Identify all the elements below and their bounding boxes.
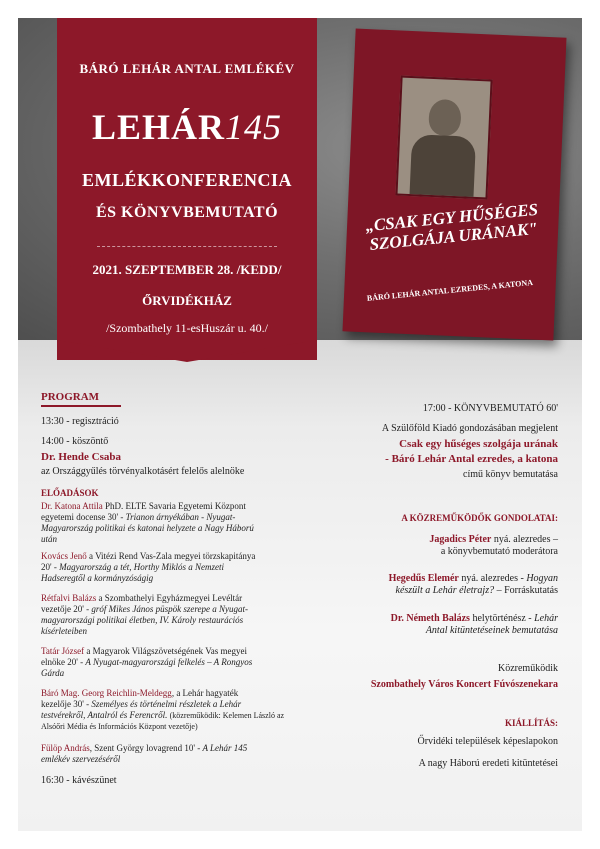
book-subtitle: BÁRÓ LEHÁR ANTAL EZREDES, A KATONA [366, 277, 534, 303]
event-address: /Szombathely 11-esHuszár u. 40./ [106, 321, 268, 335]
coffee-break: 16:30 - kávészünet [41, 775, 117, 786]
book-title-line-1: Csak egy hűséges szolgája urának [399, 438, 558, 450]
contributor-2: Hegedűs Elemér nyá. alezredes - Hogyan készült a Lehár életrajz? – Forráskutatás [388, 573, 558, 596]
event-subtitle-1: EMLÉKKONFERENCIA [81, 170, 293, 190]
lecture-item: Dr. Katona Attila PhD. ELTE Savaria Egyetemi Központ egyetemi docense 30' - Trianon árnyékában - Nyugat- Magyarország politikai és katonai helyzete a Nagy Háború után [41, 501, 254, 544]
book-title: „CSAK EGY HŰSÉGES SZOLGÁJA URÁNAK" [364, 199, 539, 254]
publisher-line: A Szülőföld Kiadó gondozásában megjelent [381, 423, 558, 434]
divider [97, 246, 277, 247]
lecture-item: Tatár József a Magyarok Világszövetségének Vas megyei elnöke 20' - A Nyugat-magyarországi felkelés – A Rongyos Gárda [41, 646, 253, 678]
collaboration-label: Közreműködik [498, 663, 558, 674]
greeter-name: Dr. Hende Csaba [41, 451, 121, 463]
exhibition-heading: KIÁLLÍTÁS: [504, 718, 558, 728]
lectures-heading: ELŐADÁSOK [41, 488, 99, 498]
banner-chevron [57, 340, 317, 364]
lecture-item: Báró Mag. Georg Reichlin-Meldegg, a Lehár hagyaték kezelője 30' - Személyes és történelmi részletek a Lehár testvérekről, Antalról és Ferencről. (közreműködik: Kelemen László az Alsóőri Média és Információs Központ vezetője) [41, 688, 285, 731]
contributors-heading: A KÖZREMŰKÖDŐK GONDOLATAI: [401, 513, 558, 523]
book-title-line-2: - Báró Lehár Antal ezredes, a katona [385, 453, 558, 465]
event-date: 2021. SZEPTEMBER 28. /KEDD/ [92, 262, 282, 277]
portrait-photo [395, 76, 492, 200]
greeter-role: az Országgyűlés törvényalkotásért felelős alelnöke [41, 466, 245, 477]
book-description: című könyv bemutatása [463, 469, 558, 480]
contributor-1: Jagadics Péter nyá. alezredes – a könyvbemutató moderátora [429, 534, 558, 557]
lecture-item: Kovács Jenő a Vitézi Rend Vas-Zala megyei törzskapitánya 20' - Magyarország a tét, Horthy Miklós a Nemzeti Hadseregtől a kormányzóságig [41, 551, 256, 583]
event-venue: ŐRVIDÉKHÁZ [142, 293, 232, 308]
red-banner [57, 18, 317, 360]
event-subtitle-2: ÉS KÖNYVBEMUTATÓ [95, 204, 279, 221]
series-title: BÁRÓ LEHÁR ANTAL EMLÉKÉV [79, 61, 295, 76]
lecture-item: Rétfalvi Balázs a Szombathelyi Egyházmegyei Levéltár vezetője 20' - gróf Mikes János püspök szerepe a Nyugat- magyarországi politikai életben, IV. Károly restaurációs kísérleteiben [41, 593, 248, 636]
registration-time: 13:30 - regisztráció [41, 416, 119, 427]
program-heading: PROGRAM [41, 391, 100, 403]
book-launch-time: 17:00 - KÖNYVBEMUTATÓ 60' [422, 403, 558, 414]
program-underline [41, 405, 121, 407]
greeting-time: 14:00 - köszöntő [41, 436, 109, 447]
poster [18, 18, 582, 831]
exhibition-item: A nagy Háború eredeti kitüntetései [418, 758, 558, 769]
event-title: LEHÁR145 [91, 107, 283, 147]
orchestra-name: Szombathely Város Koncert Fúvószenekara [370, 679, 558, 690]
contributor-3: Dr. Németh Balázs helytörténész - Lehár Antal kitüntetéseinek bemutatása [390, 613, 558, 636]
lecture-item: Fülöp András, Szent György lovagrend 10' - A Lehár 145 emlékév szervezéséről [41, 743, 248, 764]
exhibition-item: Őrvidéki települések képeslapokon [417, 736, 558, 747]
book-cover [342, 29, 566, 341]
